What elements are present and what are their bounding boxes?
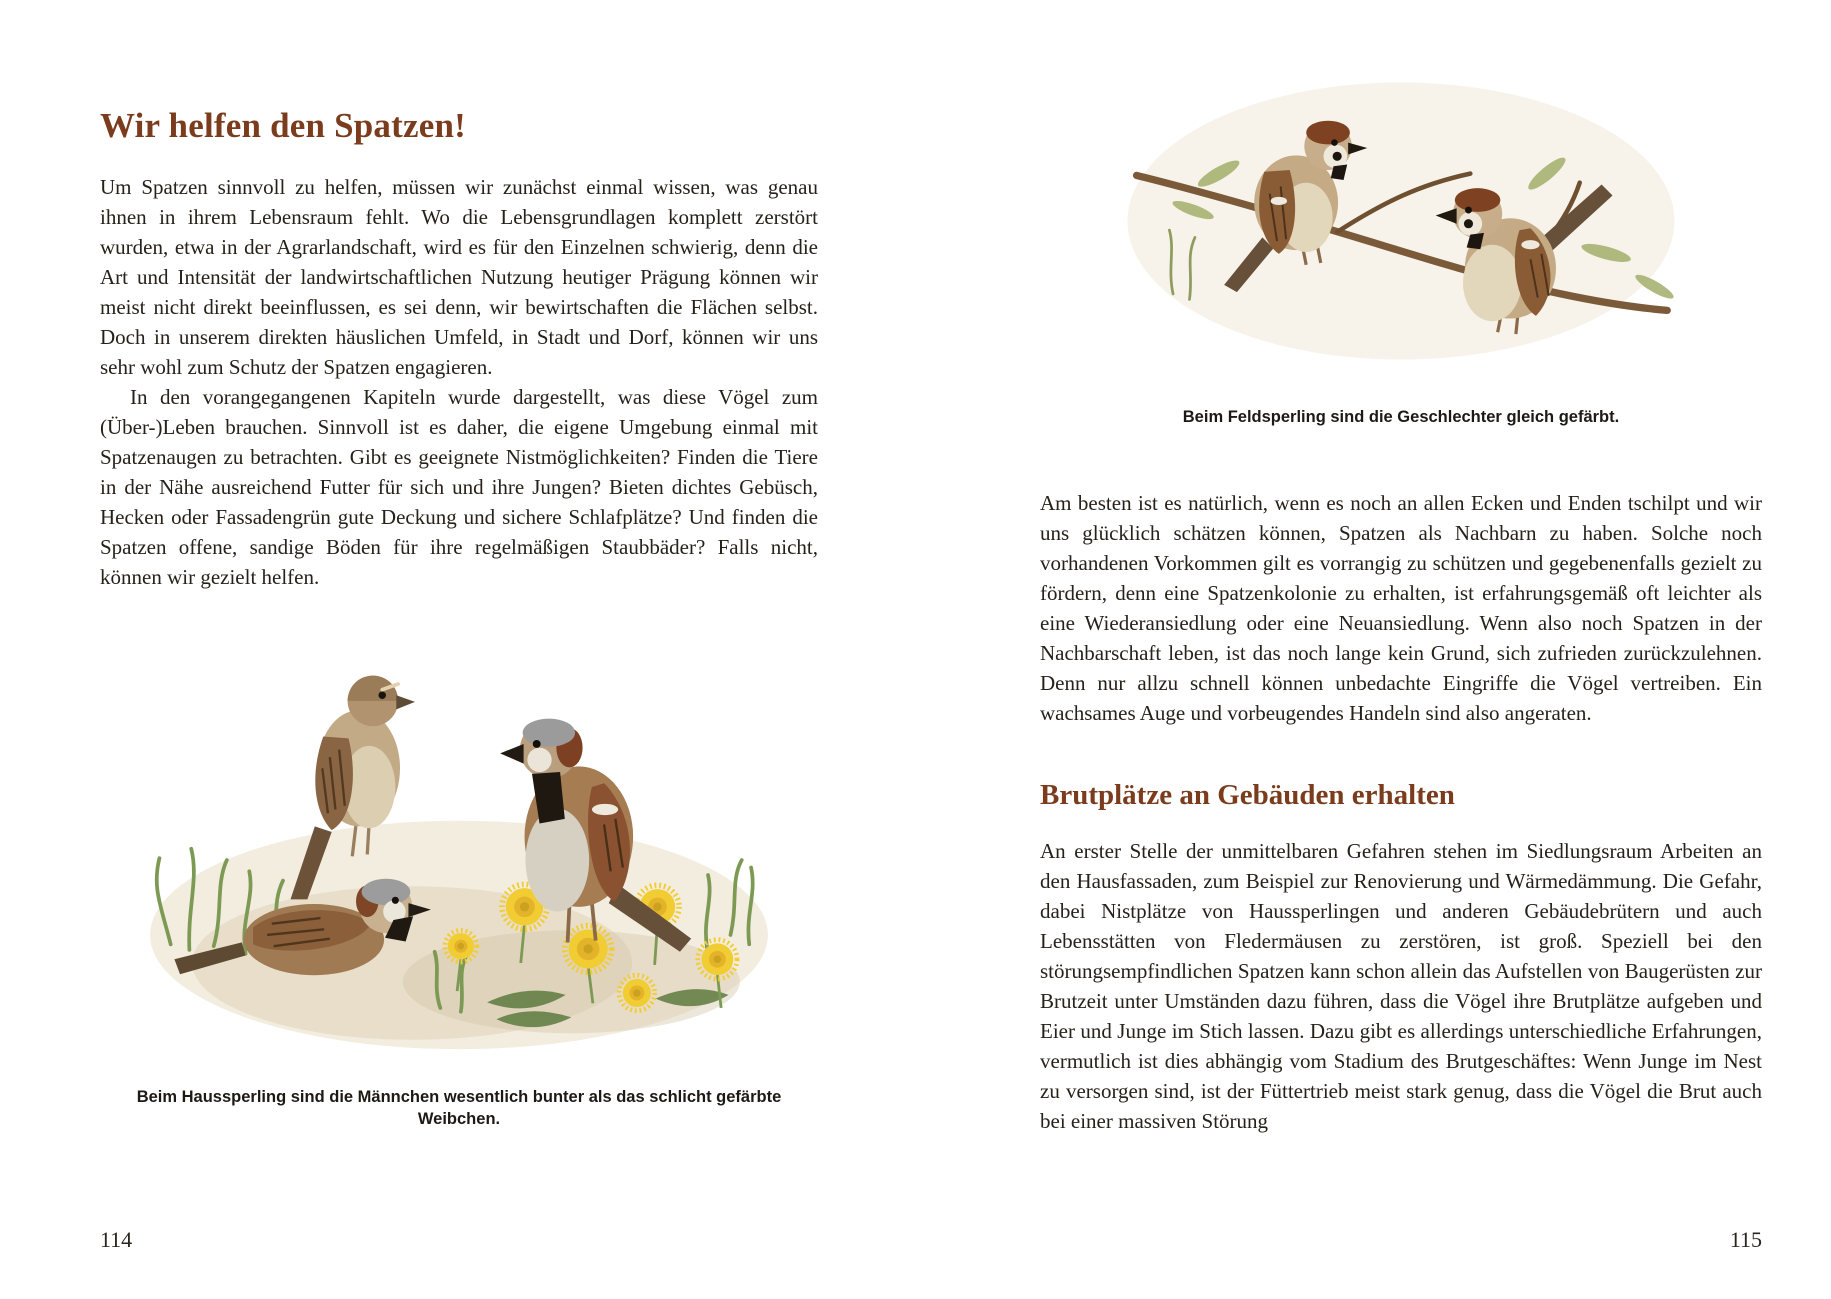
chapter-heading: Wir helfen den Spatzen! (100, 106, 466, 145)
page-number-left: 114 (100, 1227, 133, 1252)
page-left (100, 0, 818, 1299)
right-paragraph-2: An erster Stelle der unmittelbaren Gefahren stehen im Siedlungsraum Arbeiten an den Hausfassaden, zum Beispiel zur Renovierung und Wärmedämmung. Die Gefahr, dabei Nistplätze von Haussperlingen und anderen Gebäudebrütern und auch Lebensstätten von Fledermäusen zu zerstören, ist groß. Speziell bei den störungsempfindlichen Spatzen kann schon allein das Aufstellen von Baugerüsten zur Brutzeit unter Umständen dazu führen, dass die Vögel ihre Brutplätze aufgeben und Eier und Junge im Stich lassen. Dazu gibt es allerdings unterschiedliche Erfahrungen, vermutlich ist dies abhängig vom Stadium des Brutgeschäftes: Wenn Junge im Nest zu versorgen sind, ist der Füttertrieb meist stark genug, dass die Vögel die Brut auch bei einer massiven Störung (1040, 839, 1762, 1133)
right-paragraph-1: Am besten ist es natürlich, wenn es noch an allen Ecken und Enden tschilpt und wir uns glücklich schätzen können, Spatzen als Nachbarn zu haben. Solche noch vorhandenen Vorkommen gilt es vorrangig zu schützen und gegebenenfalls gezielt zu fördern, denn eine Spatzenkolonie zu erhalten, ist erfahrungsgemäß oft leichter als eine Wiederansiedlung oder eine Neuansiedlung. Wenn also noch Spatzen in der Nachbarschaft leben, ist das noch lange kein Grund, sich zufrieden zurückzulehnen. Denn nur allzu schnell können unbedachte Eingriffe die Vögel vertreiben. Ein wachsames Auge und vorbeugendes Handeln sind also angeraten. (1040, 491, 1762, 725)
left-paragraph-2: In den vorangegangenen Kapiteln wurde dargestellt, was diese Vögel zum (Über-)Leben brauchen. Sinnvoll ist es daher, die eigene Umgebung einmal mit Spatzenaugen zu betrachten. Gibt es geeignete Nistmöglichkeiten? Finden die Tiere in der Nähe ausreichend Futter für sich und ihre Jungen? Bieten dichtes Gebüsch, Hecken oder Fassadengrün gute Deckung und sichere Schlafplätze? Und finden die Spatzen offene, sandige Böden für ihre regelmäßigen Staubbäder? Falls nicht, können wir gezielt helfen. (100, 385, 818, 589)
section-subheading: Brutplätze an Gebäuden erhalten (1040, 779, 1455, 811)
house-sparrows-illustration (100, 626, 818, 1066)
left-paragraph-1: Um Spatzen sinnvoll zu helfen, müssen wir zunächst einmal wissen, was genau ihnen in ihrem Lebensraum fehlt. Wo die Lebensgrundlagen komplett zerstört wurden, etwa in der Agrarlandschaft, wird es für den Einzelnen schwierig, denn die Art und Intensität der landwirtschaftlichen Nutzung heutiger Prägung können wir meist nicht direkt beeinflussen, es sei denn, wir bewirtschaften die Flächen selbst. Doch in unserem direkten häuslichen Umfeld, in Stadt und Dorf, können wir uns sehr wohl zum Schutz der Spatzen engagieren. (100, 175, 818, 379)
page-right (1040, 0, 1762, 1299)
left-illustration-caption: Beim Haussperling sind die Männchen wesentlich bunter als das schlicht gefärbte Weibchen. (136, 1088, 782, 1128)
page-number-right: 115 (1729, 1227, 1762, 1252)
right-illustration-caption: Beim Feldsperling sind die Geschlechter gleich gefärbt. (1182, 408, 1620, 426)
tree-sparrows-illustration (1040, 66, 1762, 376)
